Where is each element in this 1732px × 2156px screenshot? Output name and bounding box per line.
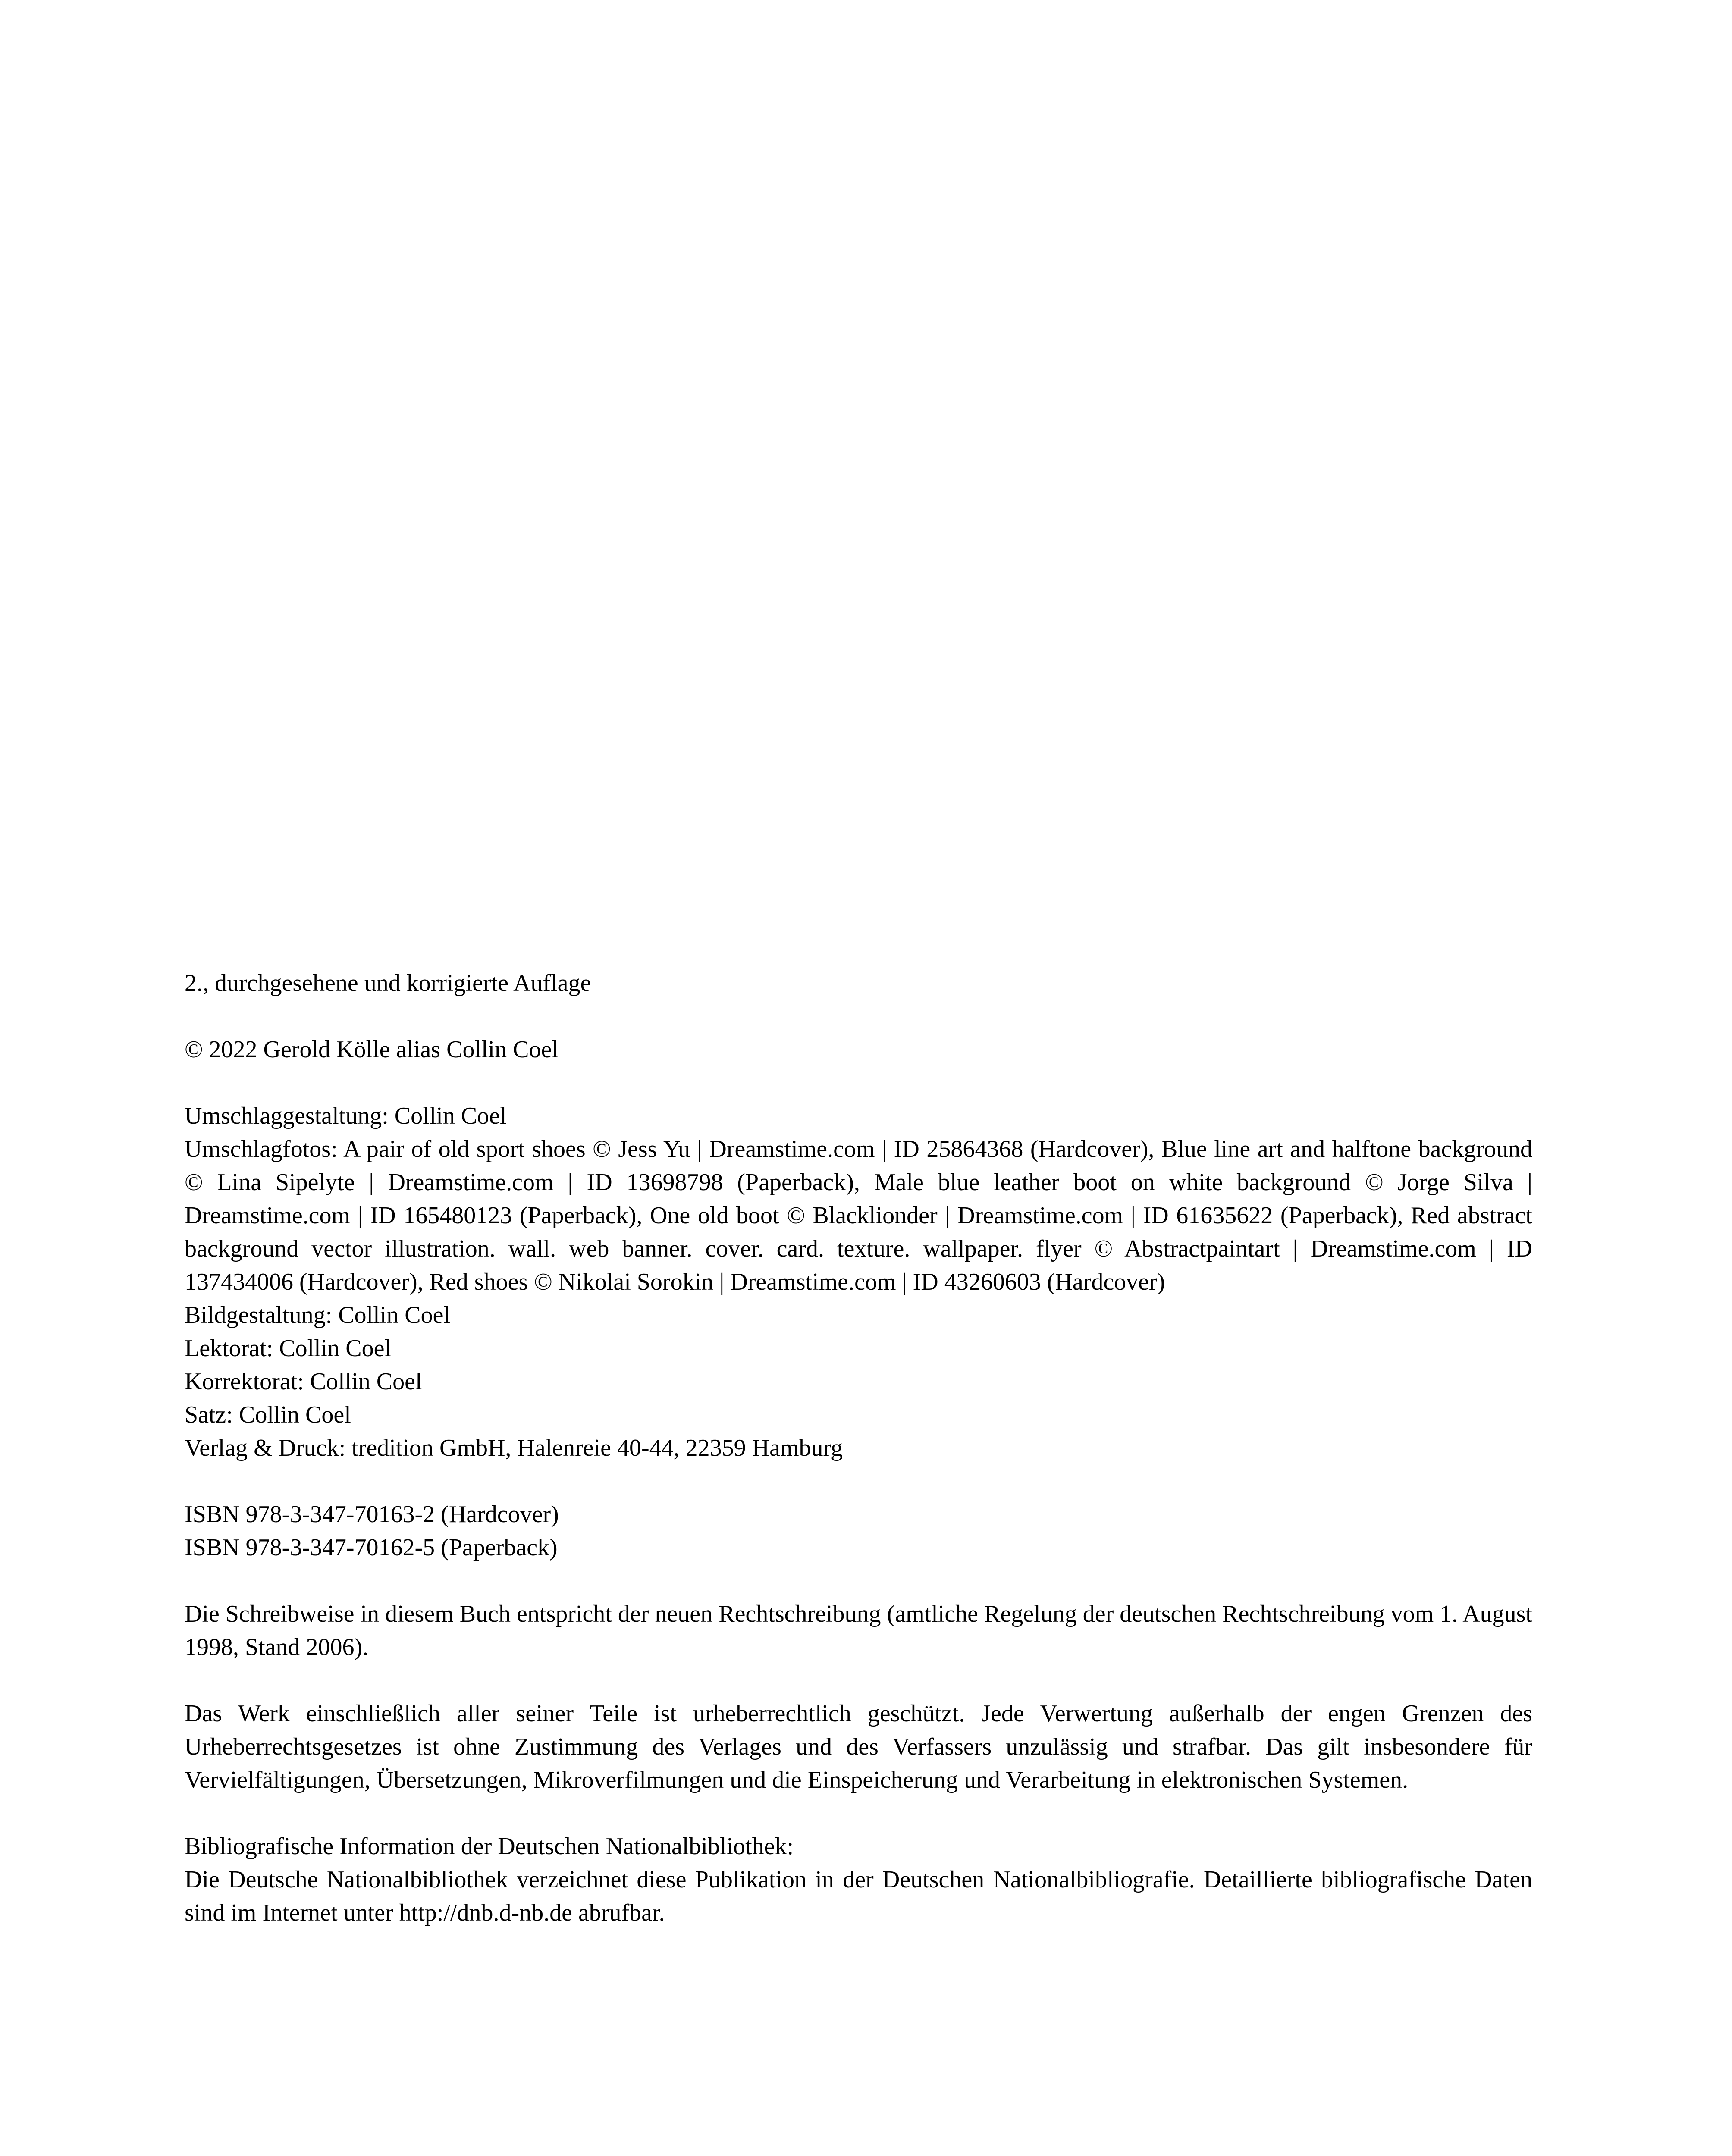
publisher-credit: Verlag & Druck: tredition GmbH, Halenreie 40-44, 22359 Hamburg [185, 1435, 843, 1461]
spacer [185, 1000, 1532, 1033]
bibliographic-heading: Bibliografische Information der Deutschen Nationalbibliothek: [185, 1833, 794, 1860]
spelling-note: Die Schreibweise in diesem Buch entspricht der neuen Rechtschreibung (amtliche Regelung der deutschen Rechtschreibung vom 1. August 1998, Stand 2006). [185, 1601, 1532, 1661]
cover-photos-credit: Umschlagfotos: A pair of old sport shoes © Jess Yu | Dreamstime.com | ID 25864368 (Hardcover), Blue line art and halftone background © Lina Sipelyte | Dreamstime.com | ID 13698798 (Paperback), Male blue leather boot on white background © Jorge Silva | Dreamstime.com | ID 165480123 (Paperback), One old boot © Blacklionder | Dreamstime.com | ID 61635622 (Paperback), Red abstract background vector illustration. wall. web banner. cover. card. texture. wallpaper. flyer © Abstractpaintart | Dreamstime.com | ID 137434006 (Hardcover), Red shoes © Nikolai Sorokin | Dreamstime.com | ID 43260603 (Hardcover) [185, 1136, 1532, 1295]
proofreading-credit: Korrektorat: Collin Coel [185, 1368, 422, 1395]
image-design-credit: Bildgestaltung: Collin Coel [185, 1302, 450, 1329]
spacer [185, 1797, 1532, 1830]
spacer [185, 1066, 1532, 1100]
imprint-block [185, 967, 1532, 1930]
spacer [185, 1465, 1532, 1498]
spacer [185, 1564, 1532, 1598]
bibliographic-text: Die Deutsche Nationalbibliothek verzeichnet diese Publikation in der Deutschen Nationalbibliografie. Detaillierte bibliografische Daten sind im Internet unter http://dnb.d-nb.de abrufbar. [185, 1866, 1532, 1926]
typesetting-credit: Satz: Collin Coel [185, 1401, 351, 1428]
copyright-line: © 2022 Gerold Kölle alias Collin Coel [185, 1036, 559, 1063]
cover-design-credit: Umschlaggestaltung: Collin Coel [185, 1103, 507, 1129]
rights-notice: Das Werk einschließlich aller seiner Teile ist urheberrechtlich geschützt. Jede Verwertung außerhalb der engen Grenzen des Urheberrechtsgesetzes ist ohne Zustimmung des Verlages und des Verfassers unzulässig und strafbar. Das gilt insbesondere für Vervielfältigungen, Übersetzungen, Mikroverfilmungen und die Einspeicherung und Verarbeitung in elektronischen Systemen. [185, 1700, 1532, 1793]
edition-line: 2., durchgesehene und korrigierte Auflage [185, 970, 591, 997]
isbn-hardcover: ISBN 978-3-347-70163-2 (Hardcover) [185, 1501, 559, 1528]
isbn-paperback: ISBN 978-3-347-70162-5 (Paperback) [185, 1534, 558, 1561]
spacer [185, 1664, 1532, 1697]
editing-credit: Lektorat: Collin Coel [185, 1335, 392, 1362]
